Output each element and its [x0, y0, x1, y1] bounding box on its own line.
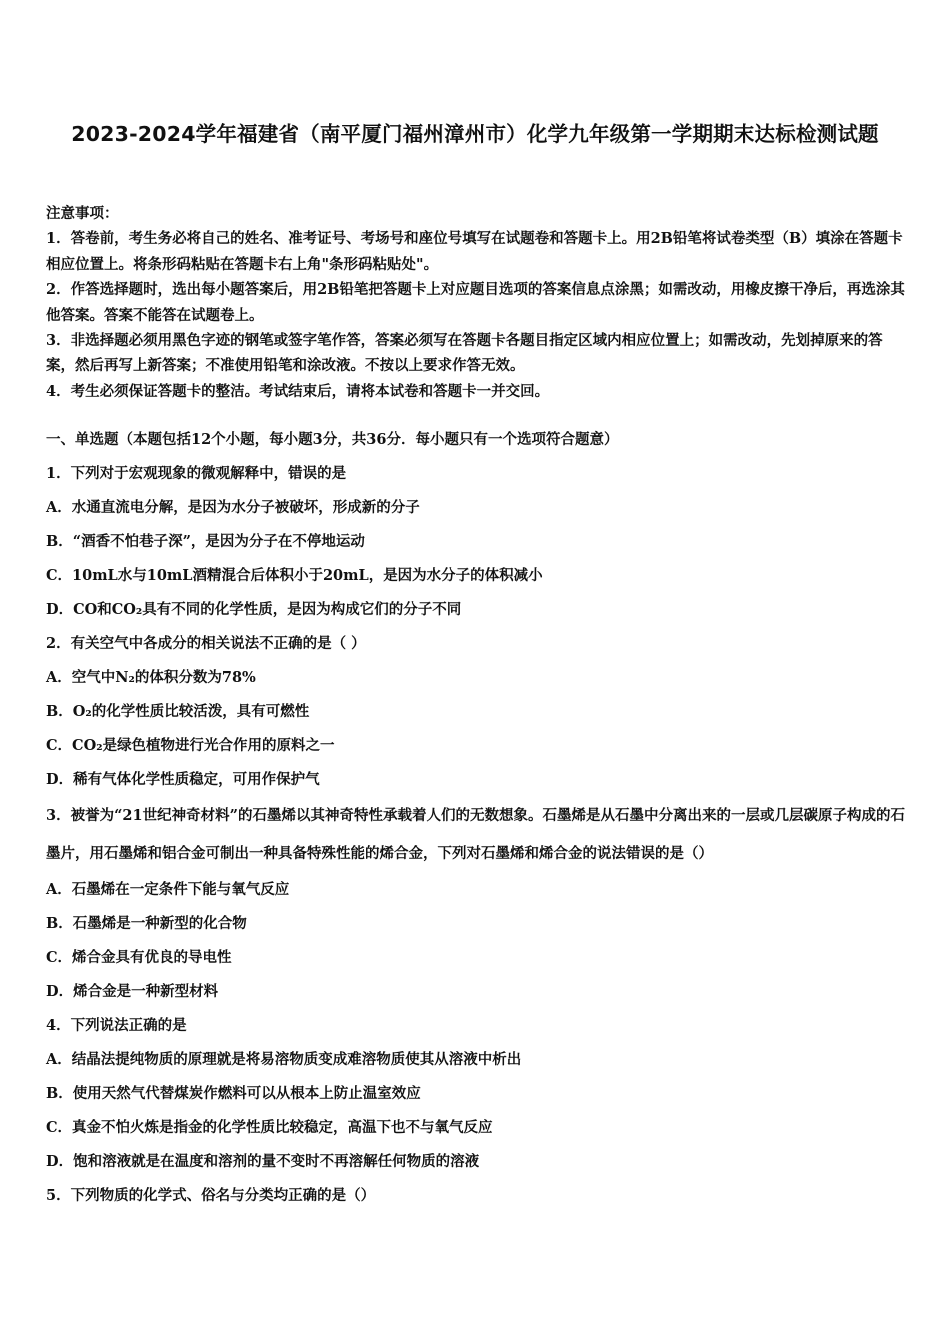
question-option: D．饱和溶液就是在温度和溶剂的量不变时不再溶解任何物质的溶液	[46, 1153, 480, 1170]
question-option: B．石墨烯是一种新型的化合物	[46, 915, 247, 932]
question-option: A．石墨烯在一定条件下能与氧气反应	[46, 881, 290, 898]
question-option: B．“酒香不怕巷子深”，是因为分子在不停地运动	[46, 533, 365, 550]
notes-item: 3．非选择题必须用黑色字迹的钢笔或签字笔作答，答案必须写在答题卡各题目指定区域内相应位置上；如需改动，先划掉原来的答案，然后再写上新答案；不准使用铅笔和涂改液。不按以上要求作答无效。	[46, 332, 883, 375]
notes-item: 1．答卷前，考生务必将自己的姓名、准考证号、考场号和座位号填写在试题卷和答题卡上。用2B铅笔将试卷类型（B）填涂在答题卡相应位置上。将条形码粘贴在答题卡右上角"条形码粘贴处"。	[46, 230, 903, 273]
notes-item: 2．作答选择题时，选出每小题答案后，用2B铅笔把答题卡上对应题目选项的答案信息点涂黑；如需改动，用橡皮擦干净后，再选涂其他答案。答案不能答在试题卷上。	[46, 281, 905, 324]
question-option: A．空气中N₂的体积分数为78%	[46, 669, 256, 686]
question-stem: 3．被誉为“21世纪神奇材料”的石墨烯以其神奇特性承载着人们的无数想象。石墨烯是从石墨中分离出来的一层或几层碳原子构成的石墨片，用石墨烯和铝合金可制出一种具备特殊性能的烯合金，下列对石墨烯和烯合金的说法错误的是（）	[46, 807, 905, 862]
question-option: C．CO₂是绿色植物进行光合作用的原料之一	[46, 737, 335, 754]
section-heading: 一、单选题（本题包括12个小题，每小题3分，共36分．每小题只有一个选项符合题意）	[46, 431, 619, 448]
question-option: C．10mL水与10mL酒精混合后体积小于20mL，是因为水分子的体积减小	[46, 567, 543, 584]
question-option: D．稀有气体化学性质稳定，可用作保护气	[46, 771, 320, 788]
question-option: B．使用天然气代替煤炭作燃料可以从根本上防止温室效应	[46, 1085, 421, 1102]
question-option: B．O₂的化学性质比较活泼，具有可燃性	[46, 703, 310, 720]
page-title: 2023-2024学年福建省（南平厦门福州漳州市）化学九年级第一学期期末达标检测试题	[71, 122, 879, 146]
question-option: C．真金不怕火炼是指金的化学性质比较稳定，高温下也不与氧气反应	[46, 1119, 493, 1136]
notes-heading: 注意事项：	[46, 205, 119, 222]
question-option: A．水通直流电分解，是因为水分子被破坏，形成新的分子	[46, 499, 420, 516]
question-option: D．CO和CO₂具有不同的化学性质，是因为构成它们的分子不同	[46, 601, 462, 618]
question-stem: 5．下列物质的化学式、俗名与分类均正确的是（）	[46, 1187, 376, 1204]
question-stem: 2．有关空气中各成分的相关说法不正确的是（ ）	[46, 635, 366, 652]
question-stem: 1．下列对于宏观现象的微观解释中，错误的是	[46, 465, 347, 482]
question-option: A．结晶法提纯物质的原理就是将易溶物质变成难溶物质使其从溶液中析出	[46, 1051, 522, 1068]
question-stem: 4．下列说法正确的是	[46, 1017, 187, 1034]
question-option: C．烯合金具有优良的导电性	[46, 949, 232, 966]
notes-item: 4．考生必须保证答题卡的整洁。考试结束后，请将本试卷和答题卡一并交回。	[46, 382, 550, 400]
question-option: D．烯合金是一种新型材料	[46, 983, 219, 1000]
single-choice-section	[46, 423, 910, 1213]
notes-section	[46, 201, 910, 404]
